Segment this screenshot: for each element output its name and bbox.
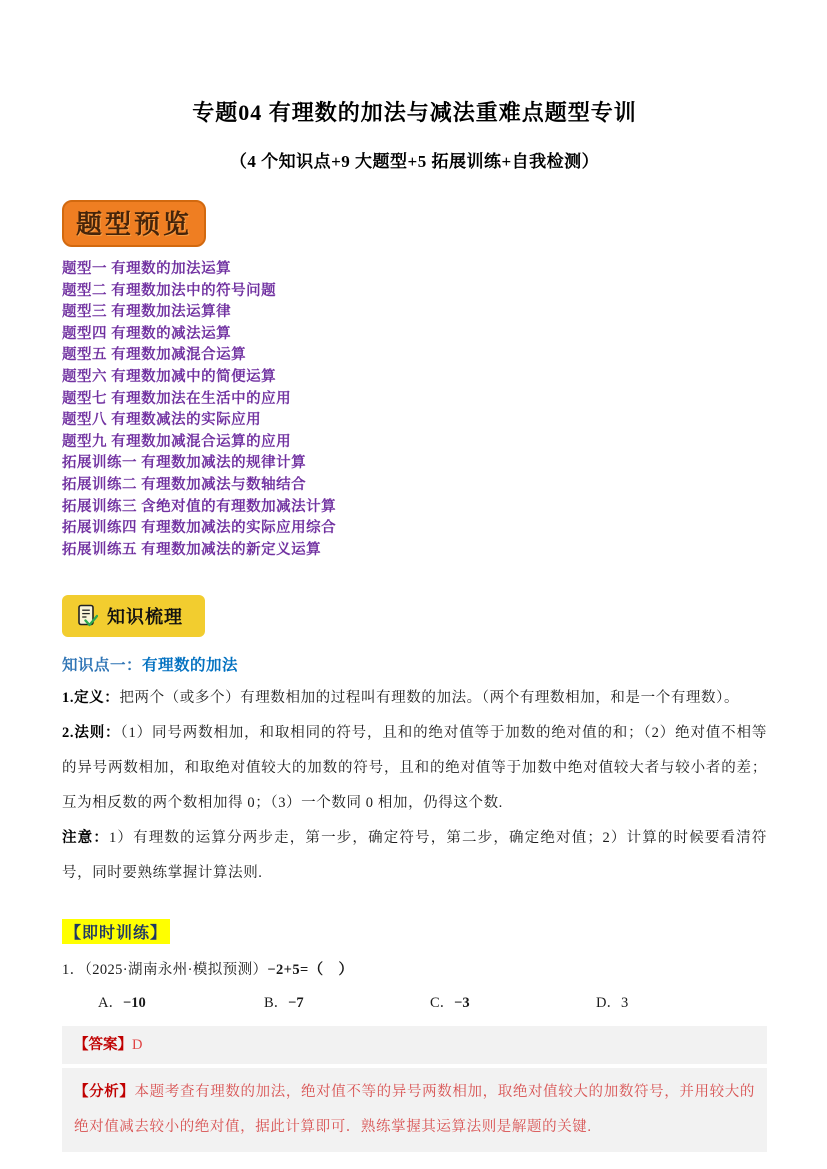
option-b-letter: B．	[264, 995, 289, 1012]
page-title: 专题04 有理数的加法与减法重难点题型专训	[192, 100, 637, 125]
answer-block	[62, 1026, 767, 1064]
rule-paragraph	[62, 716, 767, 821]
preview-item: 拓展训练一 有理数加减法的规律计算	[62, 455, 307, 472]
option-d-letter: D．	[596, 995, 621, 1012]
preview-item: 题型四 有理数的减法运算	[62, 325, 232, 342]
question-number: 1．	[62, 962, 85, 979]
option-d-value: 3	[620, 995, 629, 1012]
option-b-value: −7	[288, 995, 304, 1012]
question-1	[62, 958, 767, 979]
note-text: 1）有理数的运算分两步走，第一步，确定符号，第二步，确定绝对值；2）计算的时候要看清符号，同时要熟练掌握计算法则.	[62, 830, 767, 882]
note-paragraph	[62, 821, 767, 891]
knowledge-badge-label: 知识梳理	[107, 607, 183, 628]
preview-list	[62, 259, 767, 561]
question-options	[98, 991, 767, 1012]
preview-item: 题型二 有理数加法中的符号问题	[62, 282, 277, 299]
answer-value: D	[132, 1037, 143, 1054]
preview-item: 题型八 有理数减法的实际应用	[62, 412, 262, 429]
analysis-label: 【分析】	[74, 1084, 135, 1101]
option-a-value: −10	[122, 995, 146, 1012]
knowledge-point-heading	[62, 653, 767, 675]
preview-item: 拓展训练五 有理数加减法的新定义运算	[62, 541, 322, 558]
preview-item: 题型七 有理数加法在生活中的应用	[62, 390, 292, 407]
question-source: （2025·湖南永州·模拟预测）	[84, 962, 268, 979]
option-c-letter: C．	[430, 995, 455, 1012]
knowledge-section-badge	[62, 595, 205, 637]
rule-text: （1）同号两数相加，和取相同的符号，且和的绝对值等于加数的绝对值的和；（2）绝对值不相等的异号两数相加，和取绝对值较大的加数的符号，且和的绝对值等于加数中绝对值较大者与较小者的差；互为相反数的两个数相加得 0；（3）一个数同 0 相加，仍得这个数.	[62, 725, 767, 812]
definition-text: 把两个（或多个）有理数相加的过程叫有理数的加法。（两个有理数相加，和是一个有理数）。	[119, 690, 740, 707]
knowledge-point-label: 知识点一：	[62, 657, 143, 675]
preview-item: 拓展训练三 含绝对值的有理数加减法计算	[62, 498, 337, 515]
instant-practice-title: 【即时训练】	[62, 919, 170, 944]
rule-label: 2.法则：	[62, 725, 121, 742]
preview-item: 题型五 有理数加减混合运算	[62, 347, 247, 364]
question-expression: −2+5=（ ）	[267, 962, 354, 979]
option-c-value: −3	[454, 995, 470, 1012]
page-subtitle: （4 个知识点+9 大题型+5 拓展训练+自我检测）	[229, 152, 600, 171]
preview-item: 题型九 有理数加减混合运算的应用	[62, 433, 292, 450]
knowledge-point-title: 有理数的加法	[142, 657, 239, 675]
option-c	[430, 991, 596, 1012]
preview-section-badge: 题型预览	[62, 200, 206, 247]
preview-item: 拓展训练四 有理数加减法的实际应用综合	[62, 520, 337, 537]
instant-practice-header	[62, 919, 767, 944]
preview-item: 题型六 有理数加减中的简便运算	[62, 368, 277, 385]
option-a	[98, 991, 264, 1012]
definition-label: 1.定义：	[62, 690, 120, 707]
option-b	[264, 991, 430, 1012]
answer-label: 【答案】	[74, 1037, 132, 1054]
analysis-block	[62, 1068, 767, 1152]
analysis-text: 本题考查有理数的加法，绝对值不等的异号两数相加，取绝对值较大的加数符号，并用较大的绝对值减去较小的绝对值，据此计算即可．熟练掌握其运算法则是解题的关键.	[74, 1084, 755, 1136]
preview-item: 拓展训练二 有理数加减法与数轴结合	[62, 476, 307, 493]
definition-paragraph	[62, 681, 767, 716]
option-a-letter: A．	[98, 995, 123, 1012]
preview-item: 题型一 有理数的加法运算	[62, 261, 232, 277]
preview-item: 题型三 有理数加法运算律	[62, 304, 232, 321]
checklist-icon	[76, 604, 98, 629]
note-label: 注意：	[62, 830, 109, 847]
option-d	[596, 991, 628, 1012]
